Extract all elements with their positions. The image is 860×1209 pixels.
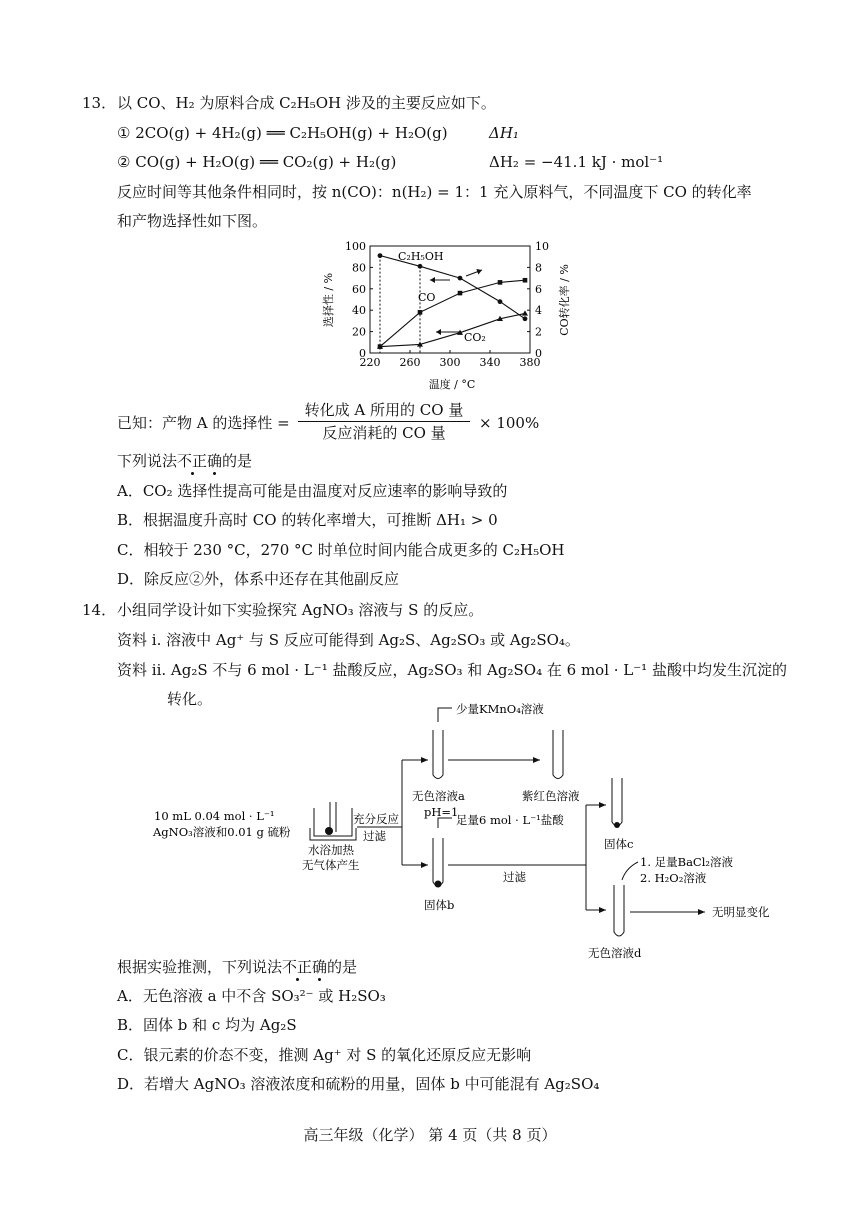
heat-label: 水浴加热 [308,843,354,857]
series-label-co: CO [418,291,436,304]
data-point [523,278,528,283]
data-point [378,253,383,258]
fraction-numerator: 转化成 A 所用的 CO 量 [304,401,464,419]
series-label-co2: CO₂ [464,331,486,344]
no-change-label: 无明显变化 [712,905,770,919]
reaction-1-enthalpy: ΔH₁ [489,124,519,142]
q14-info-2-cont: 转化。 [167,690,213,708]
solution-a-ph: pH=1 [424,805,459,819]
q13-stem: 以 CO、H₂ 为原料合成 C₂H₅OH 涉及的主要反应如下。 [117,94,496,112]
reaction-1-equation: ① 2CO(g) + 4H₂(g) ══ C₂H₅OH(g) + H₂O(g) [117,124,448,142]
y-right-tick-label: 10 [535,240,549,253]
x-tick-label: 220 [359,356,381,369]
q13-ask-emphasis: 不正 [177,452,208,470]
experiment-flow-diagram [0,700,860,960]
bacl2-label: 1. 足量BaCl₂溶液 [640,855,734,869]
data-point [523,316,528,321]
solid-c-label: 固体c [604,837,634,851]
y-left-tick-label: 80 [352,261,366,275]
test-tube-b [433,838,443,886]
data-point [458,291,463,296]
fraction-denominator: 反应消耗的 CO 量 [322,424,446,442]
series-line-2 [380,313,525,346]
selectivity-definition-suffix: × 100% [479,414,540,432]
q14-ask-emphasis-2: 确 [312,958,328,976]
data-point [522,310,528,315]
q13-question [117,451,252,471]
plot-frame [370,246,530,353]
q14-option-a: A．无色溶液 a 中不含 SO₃²⁻ 或 H₂SO₃ [117,987,386,1005]
solid-b-label: 固体b [424,898,455,912]
data-point [458,276,463,281]
q14-question [117,957,357,977]
page-footer: 高三年级（化学） 第 4 页（共 8 页） [303,1126,557,1144]
x-tick-label: 260 [399,356,421,369]
co-curve-arrow [466,270,482,276]
q14-info-2: 资料 ii. Ag₂S 不与 6 mol · L⁻¹ 盐酸反应，Ag₂SO₃ 和 Ag₂SO₄ 在 6 mol · L⁻¹ 盐酸中均发生沉淀的 [117,661,787,679]
y-left-tick-label: 60 [352,282,366,296]
solution-d-label: 无色溶液d [588,946,642,960]
test-tube-purple [553,730,563,779]
no-gas-label: 无气体产生 [302,858,360,872]
y-left-tick-label: 100 [345,240,366,253]
y-right-tick-label: 8 [535,261,542,275]
q13-option-a: A．CO₂ 选择性提高可能是由温度对反应速率的影响导致的 [117,482,508,500]
series-line-1 [380,280,525,346]
reaction-2-enthalpy: ΔH₂ = −41.1 kJ · mol⁻¹ [489,153,664,171]
selectivity-fraction [298,401,470,442]
q13-condition-line2: 和产物选择性如下图。 [117,212,268,230]
x-tick-label: 380 [519,356,541,369]
y-right-tick-label: 0 [535,347,542,360]
kmno4-label: 少量KMnO₄溶液 [456,702,544,716]
q13-option-d: D．除反应②外，体系中还存在其他副反应 [117,570,400,588]
reaction-2-equation: ② CO(g) + H₂O(g) ══ CO₂(g) + H₂(g) [117,153,397,171]
y-left-tick-label: 40 [352,304,366,318]
q13-ask-post: 的是 [222,452,253,470]
step1-filter-label: 过滤 [363,829,386,843]
x-tick-label: 300 [439,356,461,369]
start-solution-label-2: AgNO₃溶液和0.01 g 硫粉 [153,825,291,839]
q14-info-1: 资料 i. 溶液中 Ag⁺ 与 S 反应可能得到 Ag₂S、Ag₂SO₃ 或 Ag₂SO₄。 [117,631,580,649]
y-right-tick-label: 4 [535,304,542,318]
y-left-tick-label: 0 [359,347,366,360]
data-point [498,280,503,285]
y-right-tick-label: 6 [535,282,542,296]
selectivity-conversion-chart [318,236,578,396]
q13-option-b: B．根据温度升高时 CO 的转化率增大，可推断 ΔH₁ > 0 [117,511,498,529]
q14-ask-post: 的是 [327,958,358,976]
selectivity-definition-prefix: 已知：产物 A 的选择性 = [117,414,290,432]
q13-option-c: C．相较于 230 °C，270 °C 时单位时间内能合成更多的 C₂H₅OH [117,541,565,559]
test-tube-c [612,778,622,826]
water-bath-beaker [310,828,356,840]
start-solution-label: 10 mL 0.04 mol · L⁻¹ [154,809,275,823]
q14-ask-pre: 根据实验推测，下列说法 [117,958,283,976]
q14-option-c: C．银元素的价态不变，推测 Ag⁺ 对 S 的氧化还原反应无影响 [117,1046,532,1064]
y-axis-right-label: CO转化率 / % [558,264,571,336]
q14-option-d: D．若增大 AgNO₃ 溶液浓度和硫粉的用量，固体 b 中可能混有 Ag₂SO₄ [117,1075,600,1093]
filter-label: 过滤 [503,870,526,884]
step1-label: 充分反应 [353,812,399,826]
series-line-0 [380,256,525,319]
series-label-ethanol: C₂H₅OH [398,250,444,263]
x-axis-label: 温度 / °C [428,378,476,391]
solution-a-label: 无色溶液a [412,789,465,803]
test-tube-a [433,730,443,779]
q14-ask-emphasis: 不正 [282,958,313,976]
data-point [418,310,423,315]
x-tick-label: 340 [479,356,501,369]
hcl-label: 足量6 mol · L⁻¹盐酸 [456,813,564,827]
y-left-tick-label: 20 [352,325,366,339]
q14-stem: 小组同学设计如下实验探究 AgNO₃ 溶液与 S 的反应。 [117,601,484,619]
q14-number: 14． [82,601,117,619]
q14-option-b: B．固体 b 和 c 均为 Ag₂S [117,1016,297,1034]
q13-number: 13． [82,94,117,112]
data-point [418,264,423,269]
y-axis-left-label: 选择性 / % [322,272,335,328]
q13-ask-pre: 下列说法 [117,452,178,470]
fraction-bar [298,421,470,422]
data-point [498,299,503,304]
h2o2-label: 2. H₂O₂溶液 [640,871,707,885]
q13-condition-line1: 反应时间等其他条件相同时，按 n(CO)：n(H₂) = 1：1 充入原料气，不同温度下 CO 的转化率 [117,183,752,201]
purple-solution-label: 紫红色溶液 [522,789,580,803]
test-tube-d [614,885,624,936]
y-right-tick-label: 2 [535,325,542,339]
q13-ask-emphasis-2: 确 [207,452,223,470]
